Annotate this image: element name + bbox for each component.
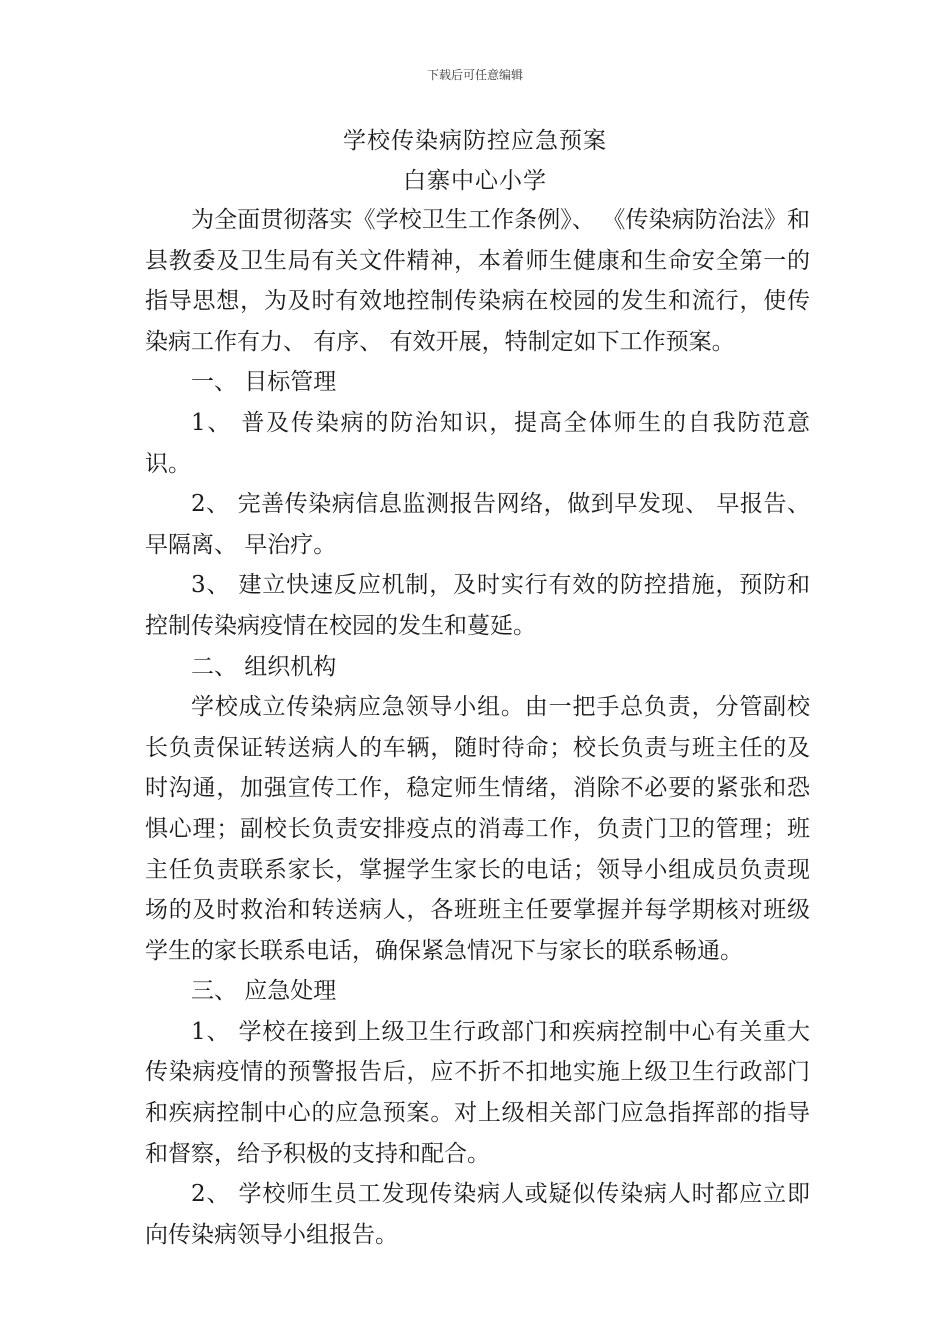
goal-item-3: 3、 建立快速反应机制，及时实行有效的防控措施，预防和控制传染病疫情在校园的发生和蔓延。 [145,572,810,639]
document-body [145,200,810,1255]
goal-item-1: 1、 普及传染病的防治知识，提高全体师生的自我防范意识。 [145,409,810,477]
emergency-item-2: 2、 学校师生员工发现传染病人或疑似传染病人时都应立即向传染病领导小组报告。 [145,1181,810,1248]
emergency-item-1: 1、 学校在接到上级卫生行政部门和疾病控制中心有关重大传染病疫情的预警报告后，应不折不扣地实施上级卫生行政部门和疾病控制中心的应急预案。对上级相关部门应急指挥部的指导和督察，给予积极的支持和配合。 [145,1018,810,1167]
organization-paragraph: 学校成立传染病应急领导小组。由一把手总负责，分管副校长负责保证转送病人的车辆，随时待命；校长负责与班主任的及时沟通，加强宣传工作，稳定师生情绪，消除不必要的紧张和恐惧心理；副校长负责安排疫点的消毒工作，负责门卫的管理；班主任负责联系家长，掌握学生家长的电话；领导小组成员负责现场的及时救治和转送病人，各班班主任要掌握并每学期核对班级学生的家长联系电话，确保紧急情况下与家长的联系畅通。 [145,694,810,964]
document-title: 学校传染病防控应急预案 [343,128,607,154]
section-heading-emergency: 三、 应急处理 [191,978,337,1005]
intro-paragraph: 为全面贯彻落实《学校卫生工作条例》、 《传染病防治法》和县教委及卫生局有关文件精神，本着师生健康和生命安全第一的指导思想，为及时有效地控制传染病在校园的发生和流行，使传染病工作有力、 有序、 有效开展，特制定如下工作预案。 [145,207,810,355]
section-heading-goals: 一、 目标管理 [191,369,337,396]
document-subtitle: 白寨中心小学 [403,168,547,194]
section-heading-organization: 二、 组织机构 [191,653,337,680]
header-note: 下载后可任意编辑 [426,68,523,82]
goal-item-2: 2、 完善传染病信息监测报告网络，做到早发现、 早报告、早隔离、 早治疗。 [145,491,810,558]
